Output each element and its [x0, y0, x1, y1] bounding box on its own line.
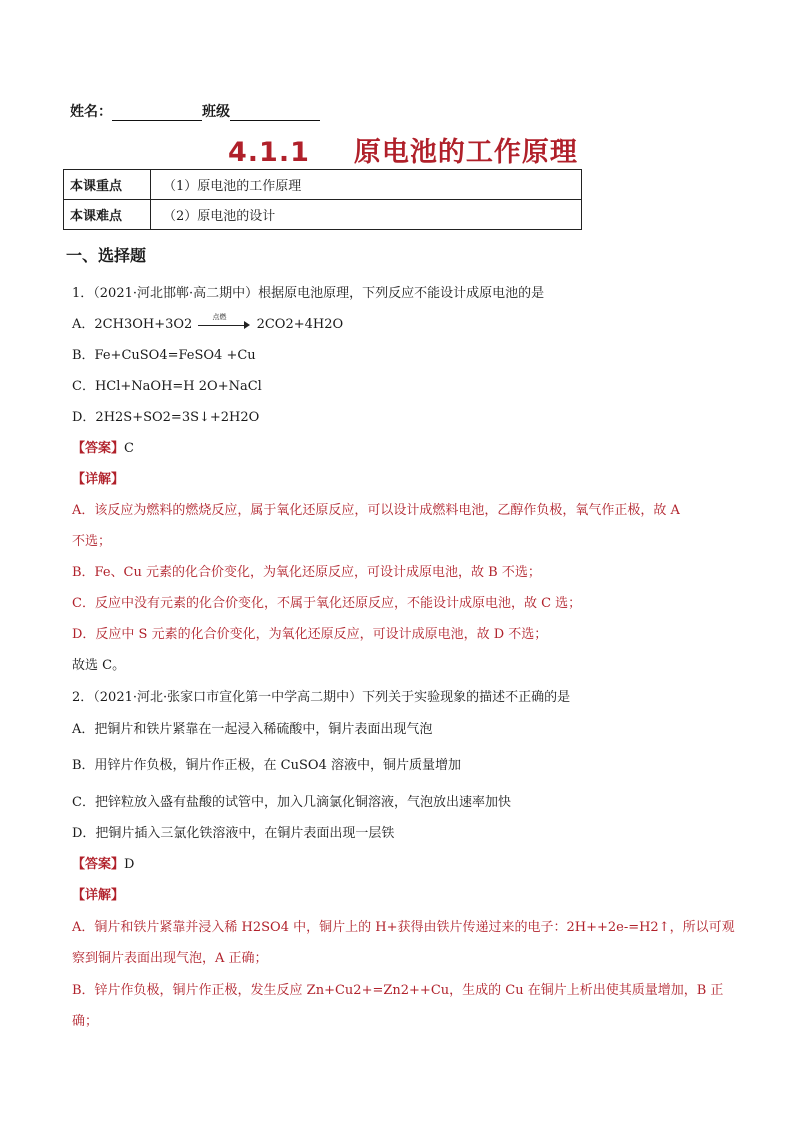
- title-text: 原电池的工作原理: [353, 137, 578, 168]
- q1-option-b: B．Fe+CuSO4=FeSO4 +Cu: [72, 348, 256, 363]
- q1-detail-tag: 【详解】: [72, 472, 125, 487]
- q2-detail-line: 确；: [72, 1014, 99, 1029]
- q2-option-a: A．把铜片和铁片紧靠在一起浸入稀硫酸中，铜片表面出现气泡: [72, 722, 433, 737]
- answer-tag: 【答案】: [72, 857, 125, 872]
- q2-detail-line: A．铜片和铁片紧靠并浸入稀 H2SO4 中，铜片上的 H+获得由铁片传递过来的电子：2H++2e-=H2↑，所以可观: [72, 920, 735, 935]
- name-label: 姓名：: [70, 104, 112, 120]
- q1-option-c: C．HCl+NaOH=H 2O+NaCl: [72, 379, 262, 394]
- answer-tag: 【答案】: [72, 441, 125, 456]
- focus-table: [63, 169, 582, 230]
- title-number: 4.1.1: [228, 137, 310, 168]
- q1-detail-line: D．反应中 S 元素的化合价变化，为氧化还原反应，可设计成原电池，故 D 不选；: [72, 627, 548, 642]
- answer-value: C: [124, 441, 134, 456]
- q2-detail-line: 察到铜片表面出现气泡，A 正确；: [72, 951, 268, 966]
- table-row: [64, 170, 582, 200]
- q1-detail-line: 不选；: [72, 534, 112, 549]
- class-label: 班级: [202, 104, 230, 120]
- name-class-line: [70, 101, 320, 121]
- q2-option-b: B．用锌片作负极，铜片作正极，在 CuSO4 溶液中，铜片质量增加: [72, 758, 461, 773]
- focus-value: （1）原电池的工作原理: [151, 170, 582, 200]
- class-blank[interactable]: [230, 106, 320, 121]
- q1-option-d: D．2H2S+SO2=3S↓+2H2O: [72, 410, 260, 425]
- name-blank[interactable]: [112, 106, 202, 121]
- q2-detail-tag: 【详解】: [72, 888, 125, 903]
- q1-option-a: [72, 313, 343, 332]
- page-title: [228, 130, 578, 169]
- q1-option-a-products: 2CO2+4H2O: [256, 317, 344, 332]
- reaction-arrow-icon: [198, 312, 250, 330]
- q2-stem: 2．（2021·河北·张家口市宣化第一中学高二期中）下列关于实验现象的描述不正确的是: [72, 690, 571, 705]
- q1-option-a-reactants: A．2CH3OH+3O2: [72, 317, 193, 332]
- q1-detail-line: C．反应中没有元素的化合价变化，不属于氧化还原反应，不能设计成原电池，故 C 选；: [72, 596, 582, 611]
- q1-stem: 1．（2021·河北邯郸·高二期中）根据原电池原理，下列反应不能设计成原电池的是: [72, 286, 545, 301]
- q2-detail-line: B．锌片作负极，铜片作正极，发生反应 Zn+Cu2+=Zn2++Cu，生成的 Cu 在铜片上析出使其质量增加，B 正: [72, 983, 724, 998]
- table-row: [64, 200, 582, 230]
- q2-answer: [72, 853, 134, 872]
- difficulty-value: （2）原电池的设计: [151, 200, 582, 230]
- reaction-condition: 点燃: [212, 312, 227, 321]
- focus-label: 本课重点: [64, 170, 151, 200]
- q1-detail-line: B．Fe、Cu 元素的化合价变化，为氧化还原反应，可设计成原电池，故 B 不选；: [72, 565, 541, 580]
- q2-option-c: C．把锌粒放入盛有盐酸的试管中，加入几滴氯化铜溶液，气泡放出速率加快: [72, 795, 511, 810]
- difficulty-label: 本课难点: [64, 200, 151, 230]
- section-heading: 一、选择题: [66, 246, 147, 265]
- q1-conclusion: 故选 C。: [72, 658, 126, 673]
- q1-answer: [72, 437, 134, 456]
- answer-value: D: [124, 857, 135, 872]
- q1-detail-line: A．该反应为燃料的燃烧反应，属于氧化还原反应，可以设计成燃料电池，乙醇作负极，氧气作正极，故 A: [72, 503, 680, 518]
- q2-option-d: D．把铜片插入三氯化铁溶液中，在铜片表面出现一层铁: [72, 826, 395, 841]
